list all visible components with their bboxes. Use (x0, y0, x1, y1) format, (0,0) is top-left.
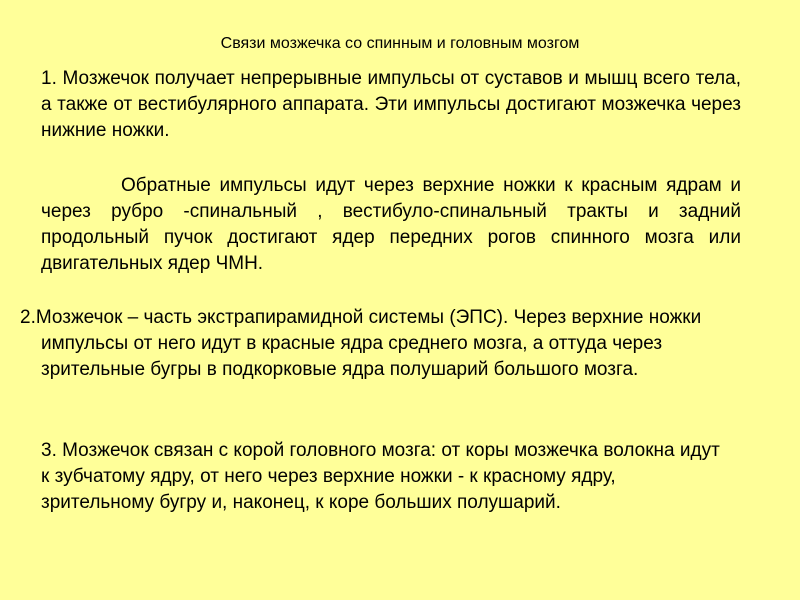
paragraph-extrapyramidal-system: 2.Мозжечок – часть экстрапирамидной системы (ЭПС). Через верхние ножки импульсы от него идут в красные ядра среднего мозга, а оттуда через зрительные бугры в подкорковые ядра полушарий большого мозга. (20, 307, 702, 380)
paragraph-afferent-impulses: 1. Мозжечок получает непрерывные импульсы от суставов и мышц всего тела, а также от вестибулярного аппарата. Эти импульсы достигают мозжечка через нижние ножки. (41, 68, 741, 141)
paragraph-efferent-impulses: Обратные импульсы идут через верхние ножки к красным ядрам и через рубро -спинальный , вестибуло-спинальный тракты и задний продольный пучок достигают ядер передних рогов спинного мозга или двигательных ядер ЧМН. (41, 175, 741, 274)
paragraph-cortex-connection: 3. Мозжечок связан с корой головного мозга: от коры мозжечка волокна идут к зубчатому ядру, от него через верхние ножки - к красному ядру, зрительному бугру и, наконец, к коре больших полушарий. (41, 440, 720, 513)
slide-title: Связи мозжечка со спинным и головным мозгом (220, 35, 580, 52)
